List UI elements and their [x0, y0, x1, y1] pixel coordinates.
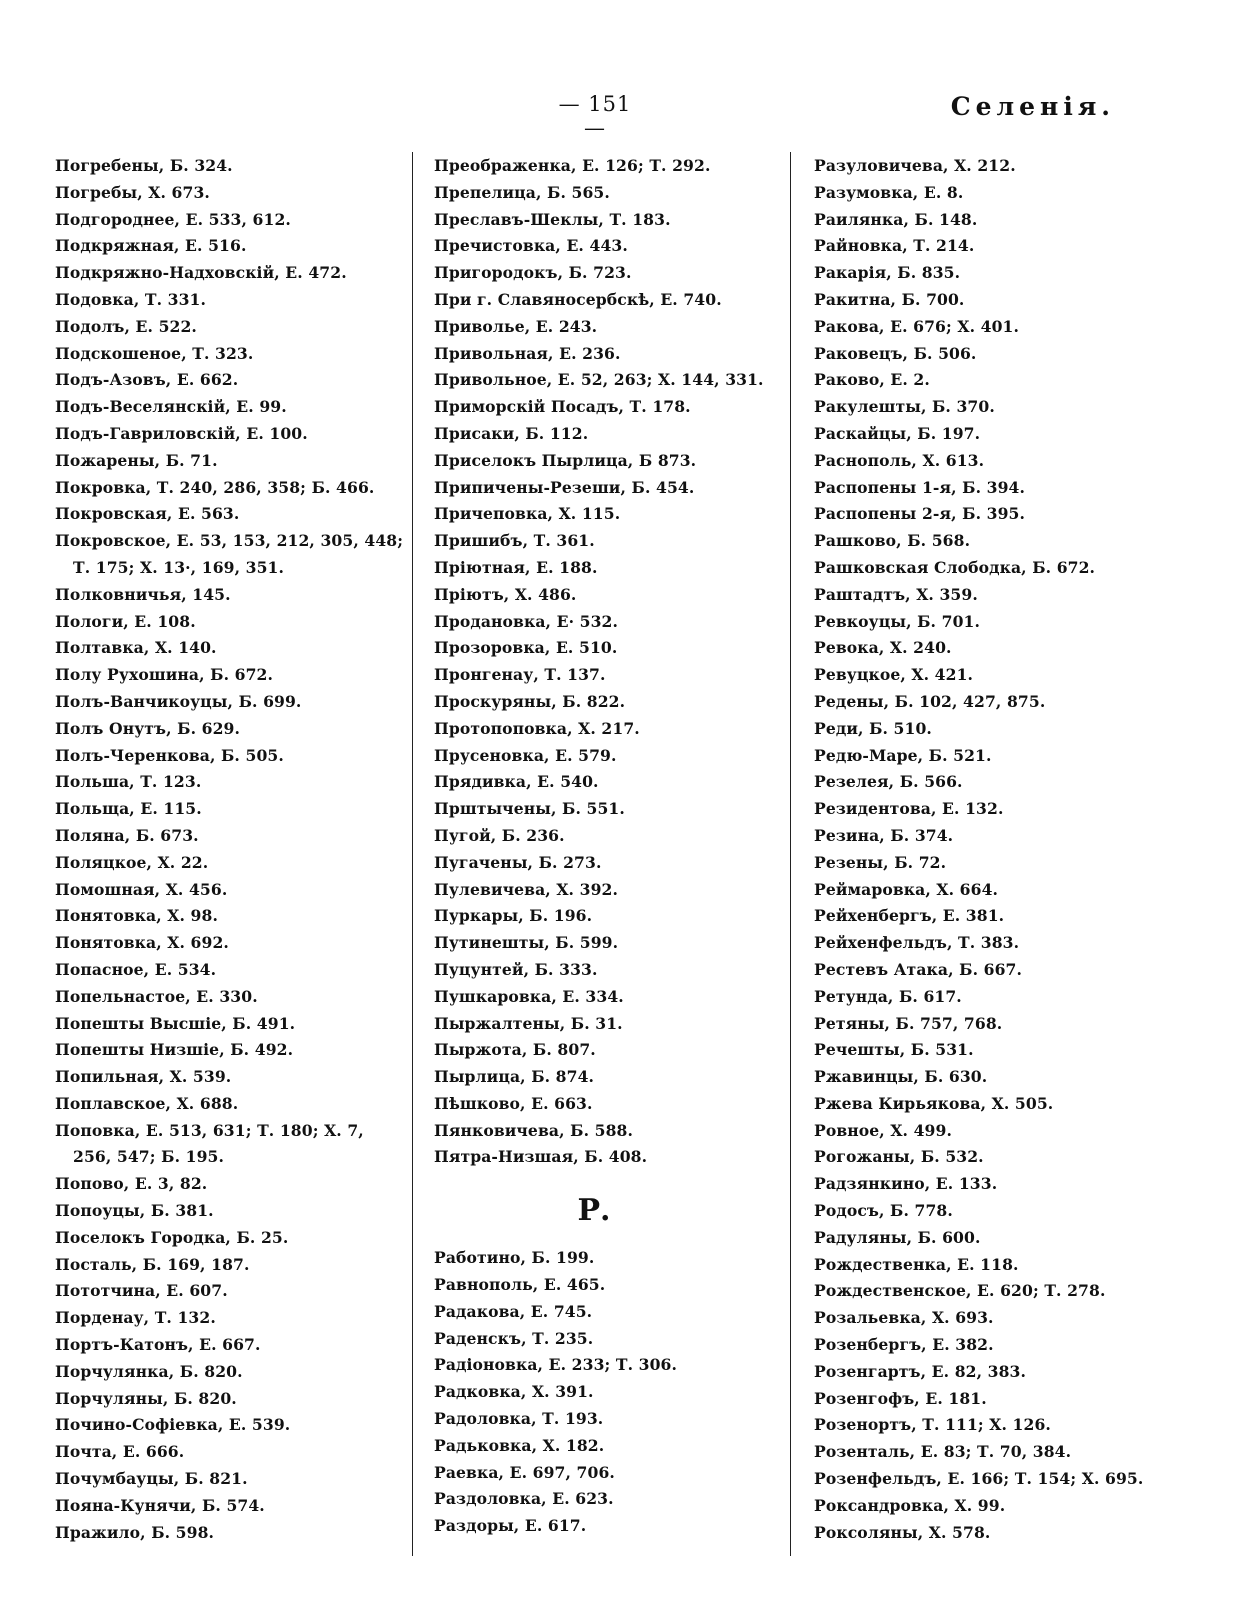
index-column-2: [434, 153, 794, 1540]
index-entry: Подъ-Веселянскій, Е. 99.: [55, 397, 287, 417]
index-entry: Резелея, Б. 566.: [814, 772, 963, 792]
index-entry: Ревока, Х. 240.: [814, 638, 952, 658]
index-entry: Полъ-Ванчикоуцы, Б. 699.: [55, 691, 302, 711]
index-entry: Почумбауцы, Б. 821.: [55, 1469, 248, 1489]
index-entry: Радзянкино, Е. 133.: [814, 1174, 998, 1194]
index-entry: Речешты, Б. 531.: [814, 1040, 974, 1060]
index-entry: Препелица, Б. 565.: [434, 182, 610, 202]
index-entry: Порчуляны, Б. 820.: [55, 1388, 237, 1408]
index-entry: Польша, Т. 123.: [55, 772, 202, 792]
index-entry: Пулевичева, Х. 392.: [434, 879, 618, 899]
index-entry: Раздоры, Е. 617.: [434, 1516, 587, 1536]
index-entry: Привольное, Е. 52, 263; Х. 144, 331.: [434, 370, 764, 390]
index-entry: Припичены-Резеши, Б. 454.: [434, 477, 695, 497]
index-entry: Пугачены, Б. 273.: [434, 852, 602, 872]
index-entry: Подъ-Азовъ, Е. 662.: [55, 370, 239, 390]
index-entry: Помошная, Х. 456.: [55, 879, 228, 899]
index-entry: Погребы, Х. 673.: [55, 182, 210, 202]
index-entry: Пріютная, Е. 188.: [434, 557, 598, 577]
index-entry: Пронгенау, Т. 137.: [434, 665, 606, 685]
index-entry: Ржева Кирьякова, Х. 505.: [814, 1093, 1054, 1113]
index-entry: Приселокъ Пырлица, Б 873.: [434, 450, 697, 470]
index-entry: Поплавское, Х. 688.: [55, 1093, 239, 1113]
index-entry: Раково, Е. 2.: [814, 370, 930, 390]
index-entry: Привольная, Е. 236.: [434, 343, 621, 363]
index-entry: Розенфельдъ, Е. 166; Т. 154; Х. 695.: [814, 1469, 1144, 1489]
index-entry: Подолъ, Е. 522.: [55, 316, 197, 336]
index-entry: Раилянка, Б. 148.: [814, 209, 978, 229]
index-entry: Ракарія, Б. 835.: [814, 263, 961, 283]
index-entry: Полтавка, Х. 140.: [55, 638, 217, 658]
index-entry: Ровное, Х. 499.: [814, 1120, 952, 1140]
index-entry: Пригородокъ, Б. 723.: [434, 263, 632, 283]
index-entry: Преславъ-Шеклы, Т. 183.: [434, 209, 671, 229]
index-entry: Ревкоуцы, Б. 701.: [814, 611, 980, 631]
index-entry: Розальевка, Х. 693.: [814, 1308, 994, 1328]
index-entry: Подкряжно-Надховскій, Е. 472.: [55, 263, 347, 283]
index-entry: Резидентова, Е. 132.: [814, 799, 1004, 819]
index-entry: Поселокъ Городка, Б. 25.: [55, 1227, 289, 1247]
index-entry: Раздоловка, Е. 623.: [434, 1489, 614, 1509]
index-entry: Рашково, Б. 568.: [814, 531, 971, 551]
index-entry: Портъ-Катонъ, Е. 667.: [55, 1335, 261, 1355]
index-entry: Понятовка, Х. 692.: [55, 933, 229, 953]
index-entry: Порденау, Т. 132.: [55, 1308, 216, 1328]
index-entry: Поляцкое, Х. 22.: [55, 852, 209, 872]
index-entry: Работино, Б. 199.: [434, 1248, 595, 1268]
index-entry: Пріютъ, Х. 486.: [434, 584, 577, 604]
index-entry: Подкряжная, Е. 516.: [55, 236, 247, 256]
index-entry: Проскуряны, Б. 822.: [434, 691, 626, 711]
index-entry: Резены, Б. 72.: [814, 852, 947, 872]
index-entry: Подъ-Гавриловскій, Е. 100.: [55, 423, 308, 443]
index-entry: При г. Славяносербскѣ, Е. 740.: [434, 289, 722, 309]
section-entries: [434, 1245, 794, 1540]
index-entry: Прштычены, Б. 551.: [434, 799, 625, 819]
index-entry: Раденскъ, Т. 235.: [434, 1328, 594, 1348]
index-entry: Радоловка, Т. 193.: [434, 1409, 604, 1429]
index-entry: Пологи, Е. 108.: [55, 611, 196, 631]
index-entry: Понятовка, Х. 98.: [55, 906, 218, 926]
index-entry: Родосъ, Б. 778.: [814, 1201, 953, 1221]
index-entry: Прозоровка, Е. 510.: [434, 638, 618, 658]
index-entry: Пянковичева, Б. 588.: [434, 1120, 634, 1140]
index-entry: Попешты Низшіе, Б. 492.: [55, 1040, 294, 1060]
index-entry: Поляна, Б. 673.: [55, 825, 199, 845]
index-entry: Рождественка, Е. 118.: [814, 1254, 1019, 1274]
index-entry: Подскошеное, Т. 323.: [55, 343, 254, 363]
index-entry: Поповка, Е. 513, 631; Т. 180; Х. 7,: [55, 1120, 364, 1140]
index-entry: Редю-Маре, Б. 521.: [814, 745, 992, 765]
index-entry: Резина, Б. 374.: [814, 825, 954, 845]
index-entry: Розенортъ, Т. 111; Х. 126.: [814, 1415, 1051, 1435]
index-entry: Райновка, Т. 214.: [814, 236, 975, 256]
index-entry: Пуркары, Б. 196.: [434, 906, 593, 926]
index-entry: Прядивка, Е. 540.: [434, 772, 599, 792]
index-entry: Прусеновка, Е. 579.: [434, 745, 617, 765]
index-entry: Распопены 2-я, Б. 395.: [814, 504, 1026, 524]
section-letter: Р.: [577, 1193, 611, 1229]
index-entry: Ракулешты, Б. 370.: [814, 397, 995, 417]
index-entry: 256, 547; Б. 195.: [73, 1147, 225, 1167]
index-entry: Рождественское, Е. 620; Т. 278.: [814, 1281, 1106, 1301]
index-entry: Попешты Высшіе, Б. 491.: [55, 1013, 296, 1033]
index-entry: Розенгофъ, Е. 181.: [814, 1388, 987, 1408]
index-entry: Погребены, Б. 324.: [55, 156, 233, 175]
index-entry: Радіоновка, Е. 233; Т. 306.: [434, 1355, 678, 1375]
index-entry: Пырлица, Б. 874.: [434, 1067, 595, 1087]
index-entry: Ракова, Е. 676; Х. 401.: [814, 316, 1020, 336]
index-entry: Рогожаны, Б. 532.: [814, 1147, 984, 1167]
index-entry: Разуловичева, Х. 212.: [814, 156, 1016, 175]
page-number: — 151 —: [558, 92, 632, 140]
index-column-2-entries: [434, 153, 794, 1171]
index-entry: Пушкаровка, Е. 334.: [434, 986, 624, 1006]
index-entry: Розенталь, Е. 83; Т. 70, 384.: [814, 1442, 1072, 1462]
index-entry: Попоуцы, Б. 381.: [55, 1201, 214, 1221]
index-entry: Подгороднее, Е. 533, 612.: [55, 209, 291, 229]
index-entry: Путинешты, Б. 599.: [434, 933, 619, 953]
index-entry: Полъ Онутъ, Б. 629.: [55, 718, 241, 738]
index-entry: Пояна-Кунячи, Б. 574.: [55, 1495, 265, 1515]
index-entry: Пѣшково, Е. 663.: [434, 1093, 593, 1113]
index-entry: Реди, Б. 510.: [814, 718, 932, 738]
index-entry: Ржавинцы, Б. 630.: [814, 1067, 988, 1087]
index-entry: Пуцунтей, Б. 333.: [434, 959, 598, 979]
index-entry: Радьковка, Х. 182.: [434, 1435, 605, 1455]
index-entry: Рейхенбергъ, Е. 381.: [814, 906, 1005, 926]
index-entry: Пугой, Б. 236.: [434, 825, 565, 845]
index-entry: Протопоповка, Х. 217.: [434, 718, 640, 738]
index-entry: Ревуцкое, Х. 421.: [814, 665, 974, 685]
index-entry: Почино-Софіевка, Е. 539.: [55, 1415, 291, 1435]
index-entry: Роксандровка, Х. 99.: [814, 1495, 1006, 1515]
index-entry: Покровское, Е. 53, 153, 212, 305, 448;: [55, 531, 404, 551]
index-entry: Польща, Е. 115.: [55, 799, 202, 819]
index-entry: Попово, Е. 3, 82.: [55, 1174, 208, 1194]
index-column-1: [55, 153, 415, 1546]
index-entry: Т. 175; Х. 13·, 169, 351.: [73, 557, 285, 577]
index-entry: Роксоляны, Х. 578.: [814, 1522, 991, 1542]
running-heading: Селенія.: [950, 92, 1115, 121]
index-entry: Приволье, Е. 243.: [434, 316, 598, 336]
index-entry: Радковка, Х. 391.: [434, 1382, 594, 1402]
index-column-3: [814, 153, 1164, 1546]
index-entry: Продановка, Е· 532.: [434, 611, 619, 631]
index-entry: Пречистовка, Е. 443.: [434, 236, 628, 256]
index-entry: Пражило, Б. 598.: [55, 1522, 215, 1542]
index-entry: Полковничья, 145.: [55, 584, 231, 604]
index-entry: Раскайцы, Б. 197.: [814, 423, 981, 443]
index-entry: Пожарены, Б. 71.: [55, 450, 218, 470]
index-entry: Реймаровка, Х. 664.: [814, 879, 999, 899]
index-entry: Пришибъ, Т. 361.: [434, 531, 595, 551]
index-entry: Пототчина, Е. 607.: [55, 1281, 228, 1301]
index-entry: Раковецъ, Б. 506.: [814, 343, 977, 363]
index-entry: Равнополь, Е. 465.: [434, 1275, 606, 1295]
index-entry: Попильная, Х. 539.: [55, 1067, 232, 1087]
index-entry: Раевка, Е. 697, 706.: [434, 1462, 615, 1482]
index-entry: Редены, Б. 102, 427, 875.: [814, 691, 1046, 711]
index-entry: Порчулянка, Б. 820.: [55, 1361, 243, 1381]
index-entry: Преображенка, Е. 126; Т. 292.: [434, 156, 711, 175]
index-entry: Причеповка, Х. 115.: [434, 504, 621, 524]
index-entry: Ракитна, Б. 700.: [814, 289, 965, 309]
index-entry: Приморскій Посадъ, Т. 178.: [434, 397, 691, 417]
index-entry: Рашковская Слободка, Б. 672.: [814, 557, 1096, 577]
index-entry: Почта, Е. 666.: [55, 1442, 185, 1462]
index-entry: Радакова, Е. 745.: [434, 1301, 593, 1321]
index-entry: Рестевъ Атака, Б. 667.: [814, 959, 1023, 979]
index-entry: Попасное, Е. 534.: [55, 959, 217, 979]
index-entry: Подовка, Т. 331.: [55, 289, 207, 309]
index-entry: Полъ-Черенкова, Б. 505.: [55, 745, 284, 765]
index-entry: Пыржалтены, Б. 31.: [434, 1013, 623, 1033]
index-entry: Полу Рухошина, Б. 672.: [55, 665, 273, 685]
index-entry: Раштадтъ, Х. 359.: [814, 584, 978, 604]
index-entry: Посталь, Б. 169, 187.: [55, 1254, 250, 1274]
index-entry: Раснополь, Х. 613.: [814, 450, 985, 470]
index-entry: Рейхенфельдъ, Т. 383.: [814, 933, 1020, 953]
index-entry: Радуляны, Б. 600.: [814, 1227, 981, 1247]
index-entry: Покровская, Е. 563.: [55, 504, 240, 524]
index-entry: Пятра-Низшая, Б. 408.: [434, 1147, 648, 1167]
index-entry: Разумовка, Е. 8.: [814, 182, 964, 202]
index-entry: Ретунда, Б. 617.: [814, 986, 962, 1006]
index-entry: Покровка, Т. 240, 286, 358; Б. 466.: [55, 477, 375, 497]
index-entry: Розенбергъ, Е. 382.: [814, 1335, 994, 1355]
index-entry: Розенгартъ, Е. 82, 383.: [814, 1361, 1027, 1381]
index-entry: Попельнастое, Е. 330.: [55, 986, 258, 1006]
index-entry: Пыржота, Б. 807.: [434, 1040, 596, 1060]
index-entry: Ретяны, Б. 757, 768.: [814, 1013, 1003, 1033]
index-entry: Присаки, Б. 112.: [434, 423, 589, 443]
index-entry: Распопены 1-я, Б. 394.: [814, 477, 1026, 497]
